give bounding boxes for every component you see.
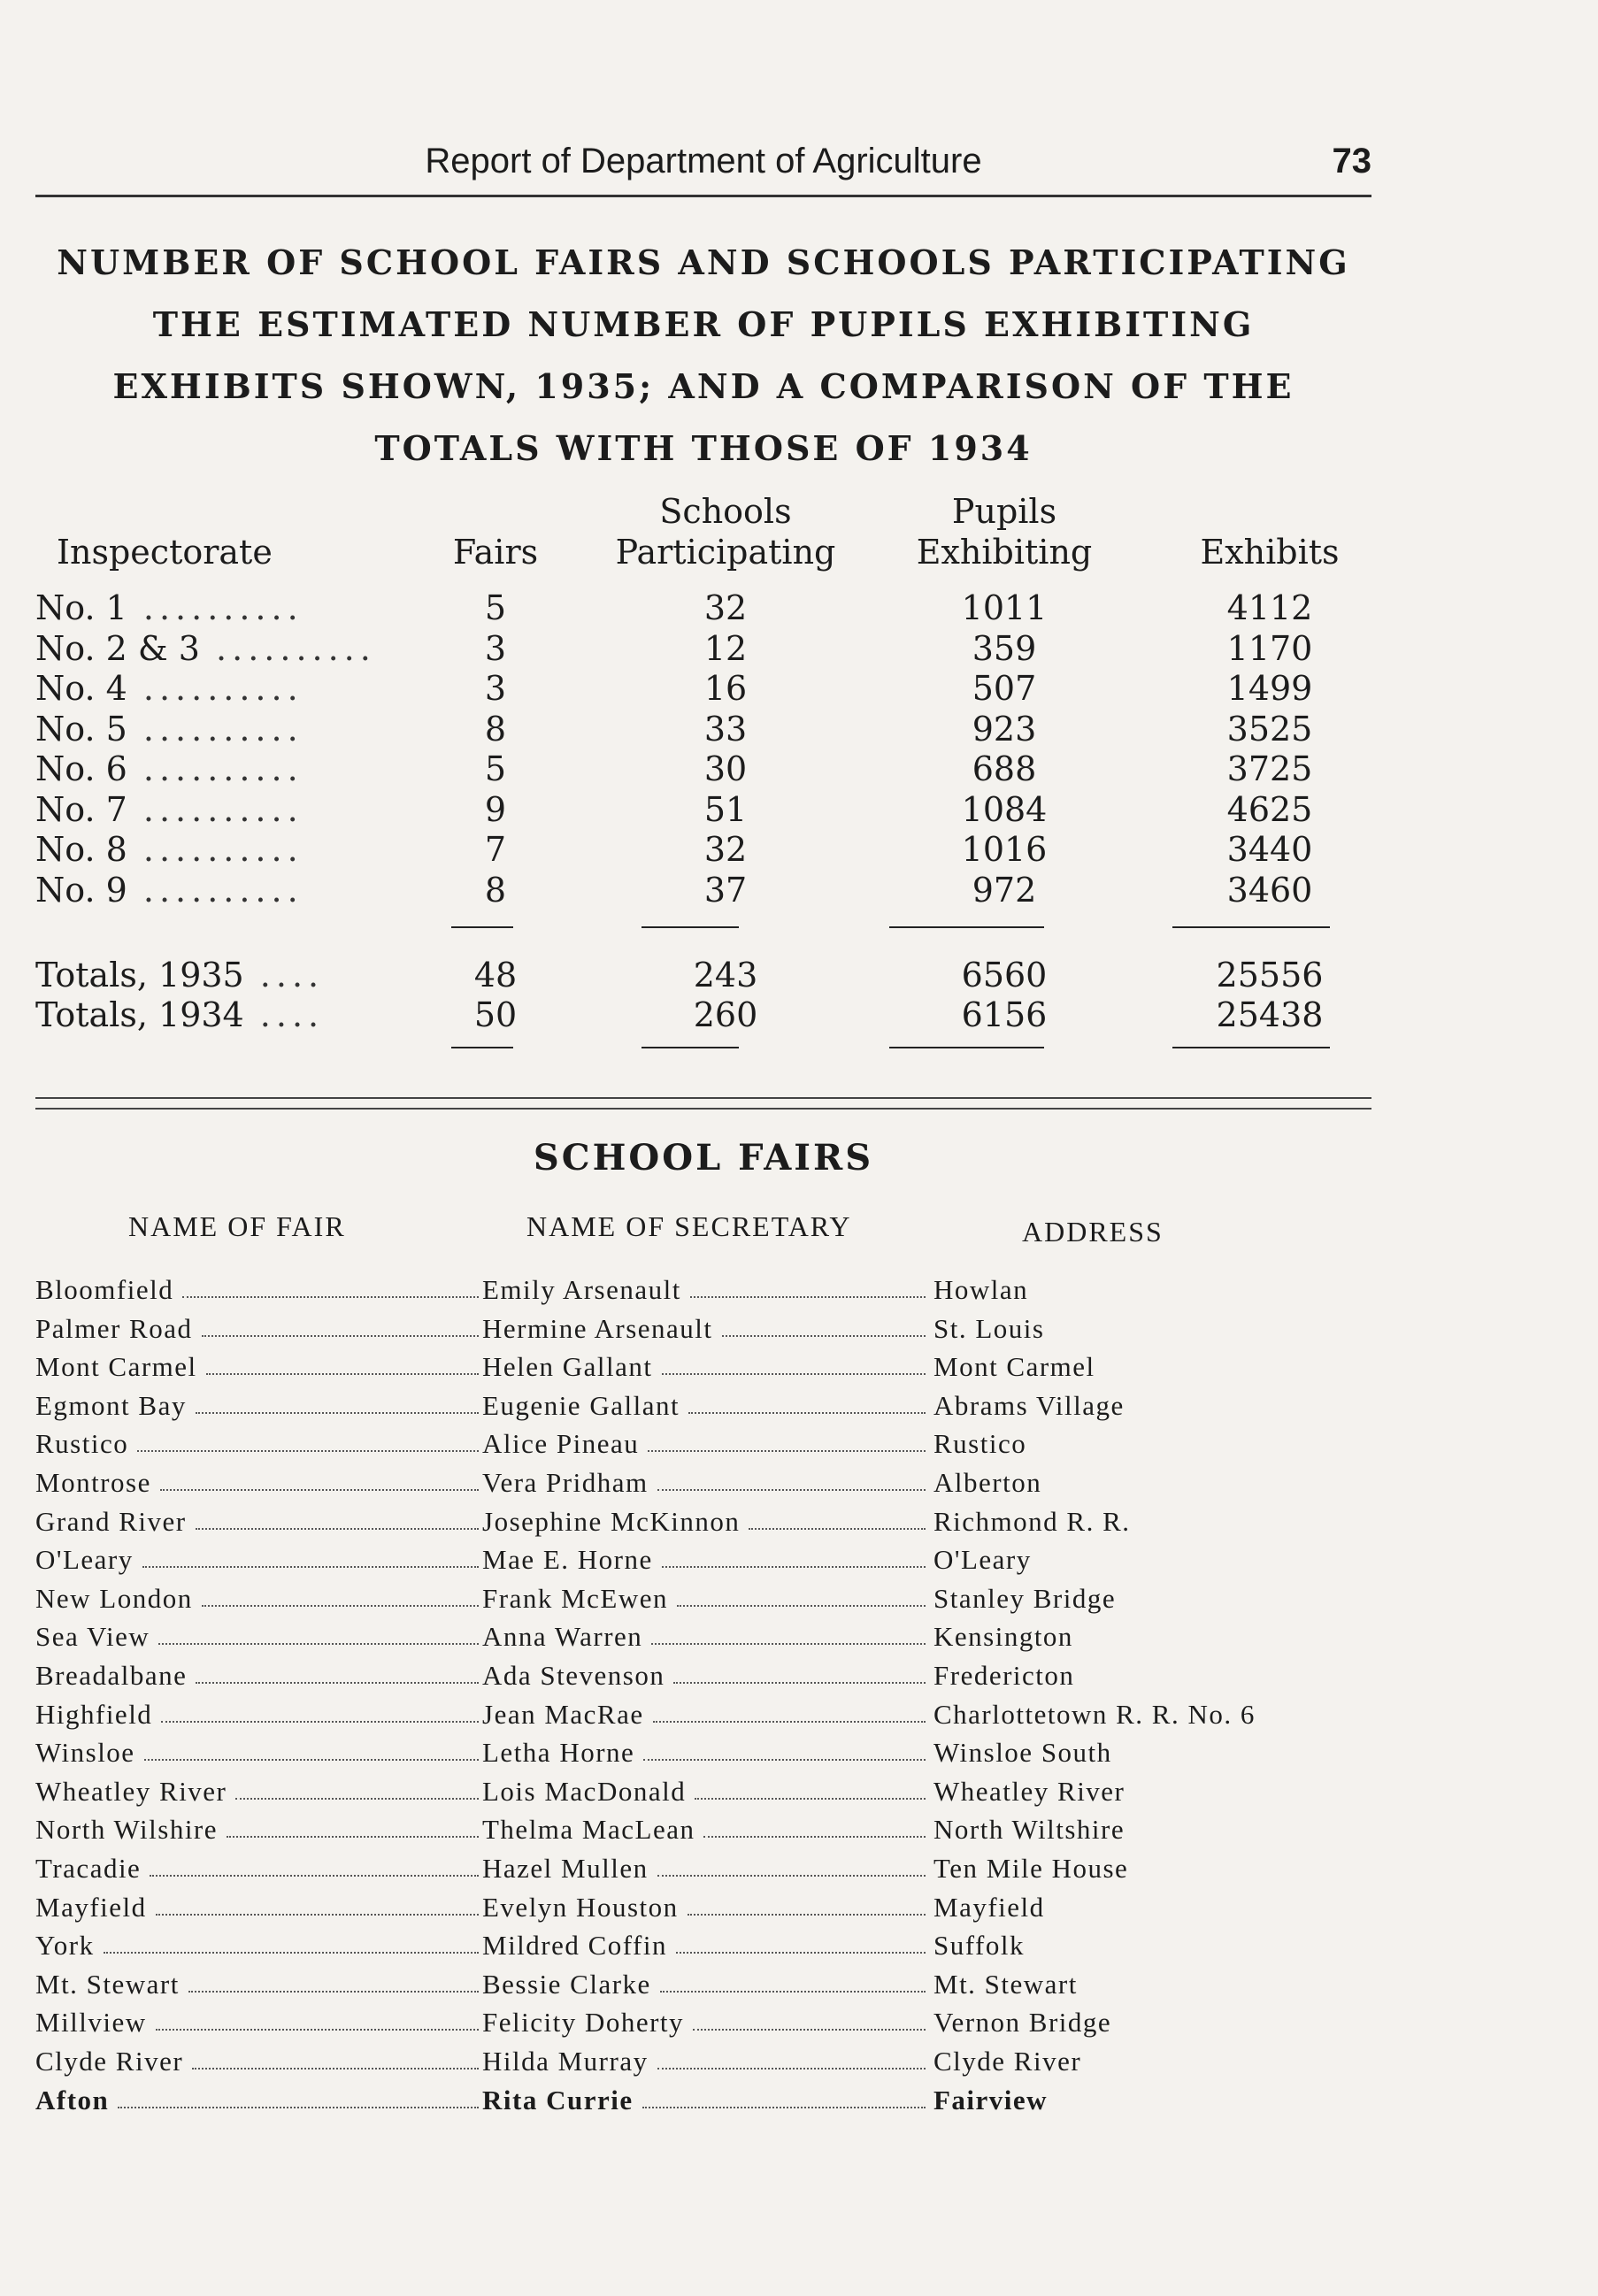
column-header-exhibits: Exhibits xyxy=(1200,533,1340,572)
secretary-name: Helen Gallant xyxy=(482,1351,929,1383)
report-title-line: EXHIBITS SHOWN, 1935; AND A COMPARISON OF THE xyxy=(112,366,1295,406)
table-row xyxy=(35,749,1371,789)
fair-name: Wheatley River xyxy=(35,1776,482,1808)
totals-row xyxy=(35,956,1371,995)
secretary-name: Anna Warren xyxy=(482,1621,929,1653)
dot-leader: .... xyxy=(243,995,325,1034)
pupils-cell: 359 xyxy=(972,628,1037,668)
exhibits-cell: 4625 xyxy=(1226,789,1313,829)
fair-name: Grand River xyxy=(35,1506,482,1538)
dot-leader xyxy=(182,1274,479,1298)
fair-address: Abrams Village xyxy=(933,1389,1125,1421)
pupils-cell: 1011 xyxy=(961,588,1048,627)
fair-address: Mayfield xyxy=(933,1891,1045,1923)
fair-address: O'Leary xyxy=(933,1544,1032,1576)
list-item xyxy=(35,2085,1363,2123)
exhibits-cell: 3460 xyxy=(1226,870,1313,910)
list-item xyxy=(35,1776,1363,1815)
list-item xyxy=(35,1506,1363,1545)
schools-cell: 37 xyxy=(703,870,748,910)
dot-leader xyxy=(160,1467,479,1491)
header-rule xyxy=(35,195,1371,197)
dot-leader xyxy=(142,1544,479,1568)
fair-name: Bloomfield xyxy=(35,1274,482,1306)
dot-leader xyxy=(188,1969,479,1993)
fairs-cell: 8 xyxy=(484,709,507,749)
dot-leader: .......... xyxy=(127,588,303,627)
dot-leader xyxy=(192,2046,479,2069)
pupils-cell: 1084 xyxy=(961,789,1048,829)
dot-leader xyxy=(648,1428,926,1452)
dot-leader xyxy=(673,1660,926,1684)
fairs-cell: 5 xyxy=(484,749,507,788)
fair-address: Fairview xyxy=(933,2084,1049,2116)
list-item xyxy=(35,1660,1363,1699)
exhibits-cell: 3525 xyxy=(1226,709,1313,749)
section-divider xyxy=(35,1097,1371,1099)
totals-row xyxy=(35,995,1371,1035)
secretary-name: Frank McEwen xyxy=(482,1583,929,1615)
total-rule xyxy=(889,1047,1044,1048)
dot-leader: .......... xyxy=(199,628,376,668)
fair-name: Breadalbane xyxy=(35,1660,482,1692)
exhibits-cell: 4112 xyxy=(1226,588,1313,627)
fairs-cell: 50 xyxy=(473,995,518,1034)
running-header xyxy=(35,133,1371,186)
dot-leader: .......... xyxy=(127,830,303,869)
schools-cell: 12 xyxy=(703,628,748,668)
dot-leader xyxy=(196,1660,479,1684)
list-item xyxy=(35,1621,1363,1660)
secretary-name: Josephine McKinnon xyxy=(482,1506,929,1538)
list-item xyxy=(35,1390,1363,1429)
dot-leader xyxy=(158,1621,479,1645)
fair-address: Kensington xyxy=(933,1621,1073,1653)
exhibits-cell: 3440 xyxy=(1226,830,1313,869)
secretary-name: Mildred Coffin xyxy=(482,1930,929,1962)
pupils-cell: 6156 xyxy=(961,995,1048,1034)
fair-name: Afton xyxy=(35,2085,482,2116)
dot-leader xyxy=(676,1930,926,1954)
secretary-name: Evelyn Houston xyxy=(482,1892,929,1924)
dot-leader xyxy=(235,1776,479,1800)
secretary-name: Mae E. Horne xyxy=(482,1544,929,1576)
fairs-cell: 9 xyxy=(484,789,507,829)
fair-address: North Wiltshire xyxy=(933,1814,1126,1846)
column-header-fairs: Fairs xyxy=(452,533,539,572)
fair-name: O'Leary xyxy=(35,1544,482,1576)
dot-leader: .......... xyxy=(127,870,303,910)
list-item xyxy=(35,1313,1363,1352)
dot-leader: .......... xyxy=(127,709,303,749)
report-title-line: NUMBER OF SCHOOL FAIRS AND SCHOOLS PARTICIPATING xyxy=(57,242,1350,282)
dot-leader xyxy=(196,1506,479,1530)
report-title-line: THE ESTIMATED NUMBER OF PUPILS EXHIBITING xyxy=(152,304,1255,344)
fair-address: Winsloe South xyxy=(933,1737,1112,1769)
dot-leader xyxy=(653,1699,926,1723)
fair-address: Mont Carmel xyxy=(933,1351,1095,1383)
fair-name: Millview xyxy=(35,2007,482,2039)
column-header-pupils: Pupils Exhibiting xyxy=(916,492,1093,572)
schools-cell: 32 xyxy=(703,588,748,627)
inspectorate-cell: No. 2 & 3 .......... xyxy=(35,628,376,668)
secretary-name: Eugenie Gallant xyxy=(482,1390,929,1422)
dot-leader xyxy=(651,1621,926,1645)
schools-cell: 16 xyxy=(703,669,748,708)
fair-address: Richmond R. R. xyxy=(933,1505,1131,1537)
dot-leader xyxy=(688,1390,926,1414)
list-item xyxy=(35,1892,1363,1931)
fairs-cell: 48 xyxy=(473,956,518,994)
dot-leader xyxy=(695,1776,926,1800)
table-row xyxy=(35,871,1371,910)
secretary-name: Ada Stevenson xyxy=(482,1660,929,1692)
fair-address: Rustico xyxy=(933,1428,1027,1460)
fair-name: York xyxy=(35,1930,482,1962)
inspectorate-cell: No. 6 .......... xyxy=(35,749,303,788)
dot-leader xyxy=(202,1313,480,1337)
exhibits-cell: 25438 xyxy=(1216,995,1324,1034)
fairs-cell: 7 xyxy=(484,830,507,869)
dot-leader xyxy=(202,1583,479,1607)
column-header-fair-name: NAME OF FAIR xyxy=(128,1210,346,1242)
pupils-cell: 923 xyxy=(972,709,1037,749)
fair-name: Montrose xyxy=(35,1467,482,1499)
fair-address: Clyde River xyxy=(933,2046,1082,2077)
fair-address: Howlan xyxy=(933,1274,1029,1305)
secretary-name: Thelma MacLean xyxy=(482,1814,929,1846)
dot-leader xyxy=(227,1814,479,1838)
secretary-name: Alice Pineau xyxy=(482,1428,929,1460)
dot-leader: .......... xyxy=(127,669,303,708)
secretary-name: Lois MacDonald xyxy=(482,1776,929,1808)
dot-leader xyxy=(660,1969,926,1993)
dot-leader xyxy=(104,1930,479,1954)
dot-leader xyxy=(657,2046,926,2069)
dot-leader xyxy=(703,1814,926,1838)
table-row xyxy=(35,629,1371,669)
running-title: Report of Department of Agriculture xyxy=(425,142,982,180)
inspectorate-cell: No. 7 .......... xyxy=(35,789,303,829)
column-header-address: ADDRESS xyxy=(1022,1216,1164,1248)
fair-name: Mt. Stewart xyxy=(35,1969,482,2000)
list-item xyxy=(35,1544,1363,1583)
total-rule xyxy=(1172,1047,1330,1048)
fair-address: Stanley Bridge xyxy=(933,1582,1117,1614)
list-item xyxy=(35,2046,1363,2085)
list-item xyxy=(35,1583,1363,1622)
page-number: 73 xyxy=(1332,142,1371,180)
inspectorate-cell: No. 9 .......... xyxy=(35,870,303,910)
dot-leader xyxy=(688,1892,926,1916)
fair-name: Egmont Bay xyxy=(35,1390,482,1422)
total-rule xyxy=(451,1047,513,1048)
pupils-cell: 972 xyxy=(972,870,1037,910)
list-item xyxy=(35,1274,1363,1313)
inspectorate-cell: Totals, 1935 .... xyxy=(35,956,325,994)
dot-leader: .... xyxy=(243,956,325,994)
total-rule xyxy=(1172,926,1330,928)
secretary-name: Vera Pridham xyxy=(482,1467,929,1499)
exhibits-cell: 1499 xyxy=(1226,669,1313,708)
pupils-cell: 507 xyxy=(972,669,1037,708)
pupils-cell: 6560 xyxy=(961,956,1048,994)
dot-leader xyxy=(677,1583,926,1607)
secretary-name: Hilda Murray xyxy=(482,2046,929,2077)
total-rule xyxy=(642,926,739,928)
schools-cell: 33 xyxy=(703,709,748,749)
fair-name: Rustico xyxy=(35,1428,482,1460)
fair-address: Mt. Stewart xyxy=(933,1968,1078,2000)
report-title xyxy=(35,232,1371,480)
list-item xyxy=(35,1467,1363,1506)
table-row xyxy=(35,669,1371,709)
schools-cell: 51 xyxy=(703,789,748,829)
dot-leader xyxy=(749,1506,926,1530)
dot-leader: .......... xyxy=(127,749,303,788)
report-title-line: TOTALS WITH THOSE OF 1934 xyxy=(374,428,1033,468)
secretary-name: Felicity Doherty xyxy=(482,2007,929,2039)
total-rule xyxy=(642,1047,739,1048)
dot-leader xyxy=(137,1428,479,1452)
dot-leader xyxy=(657,1853,926,1877)
table-row xyxy=(35,830,1371,870)
table-row xyxy=(35,588,1371,628)
fair-address: St. Louis xyxy=(933,1312,1045,1344)
inspectorate-cell: No. 1 .......... xyxy=(35,588,303,627)
fair-name: Sea View xyxy=(35,1621,482,1653)
list-item xyxy=(35,1814,1363,1853)
secretary-name: Letha Horne xyxy=(482,1737,929,1769)
dot-leader xyxy=(690,1274,926,1298)
dot-leader xyxy=(662,1544,926,1568)
fair-name: Mont Carmel xyxy=(35,1351,482,1383)
fairs-cell: 3 xyxy=(484,669,507,708)
dot-leader xyxy=(693,2007,926,2031)
dot-leader xyxy=(118,2085,479,2108)
list-item xyxy=(35,1351,1363,1390)
schools-cell: 260 xyxy=(693,995,758,1034)
inspectorate-cell: No. 8 .......... xyxy=(35,830,303,869)
dot-leader xyxy=(642,2085,926,2108)
school-fairs-title: SCHOOL FAIRS xyxy=(533,1137,874,1179)
fair-name: Winsloe xyxy=(35,1737,482,1769)
fair-address: Vernon Bridge xyxy=(933,2007,1112,2039)
secretary-name: Emily Arsenault xyxy=(482,1274,929,1306)
fair-address: Ten Mile House xyxy=(933,1853,1129,1884)
pupils-cell: 1016 xyxy=(961,830,1048,869)
pupils-cell: 688 xyxy=(972,749,1037,788)
column-header-schools: Schools Participating xyxy=(615,492,836,572)
dot-leader xyxy=(144,1737,479,1761)
exhibits-cell: 3725 xyxy=(1226,749,1313,788)
exhibits-cell: 1170 xyxy=(1226,628,1313,668)
fair-name: New London xyxy=(35,1583,482,1615)
fairs-cell: 5 xyxy=(484,588,507,627)
list-item xyxy=(35,1428,1363,1467)
table-row xyxy=(35,790,1371,830)
fair-name: North Wilshire xyxy=(35,1814,482,1846)
list-item xyxy=(35,2007,1363,2046)
schools-cell: 30 xyxy=(703,749,748,788)
column-header-secretary: NAME OF SECRETARY xyxy=(526,1210,852,1242)
dot-leader xyxy=(662,1351,926,1375)
schools-cell: 32 xyxy=(703,830,748,869)
section-divider xyxy=(35,1108,1371,1110)
secretary-name: Rita Currie xyxy=(482,2085,929,2116)
list-item xyxy=(35,1853,1363,1892)
fairs-cell: 8 xyxy=(484,870,507,910)
inspectorate-cell: Totals, 1934 .... xyxy=(35,995,325,1034)
fair-address: Wheatley River xyxy=(933,1775,1126,1807)
inspectorate-cell: No. 4 .......... xyxy=(35,669,303,708)
dot-leader xyxy=(657,1467,926,1491)
fair-name: Highfield xyxy=(35,1699,482,1731)
list-item xyxy=(35,1699,1363,1738)
dot-leader xyxy=(722,1313,926,1337)
fair-name: Clyde River xyxy=(35,2046,482,2077)
dot-leader xyxy=(206,1351,479,1375)
secretary-name: Jean MacRae xyxy=(482,1699,929,1731)
fair-address: Suffolk xyxy=(933,1930,1025,1962)
dot-leader: .......... xyxy=(127,789,303,829)
secretary-name: Bessie Clarke xyxy=(482,1969,929,2000)
total-rule xyxy=(451,926,513,928)
dot-leader xyxy=(643,1737,926,1761)
fair-address: Fredericton xyxy=(933,1660,1075,1691)
secretary-name: Hermine Arsenault xyxy=(482,1313,929,1345)
fair-name: Palmer Road xyxy=(35,1313,482,1345)
secretary-name: Hazel Mullen xyxy=(482,1853,929,1885)
fair-address: Alberton xyxy=(933,1467,1042,1498)
inspectorate-cell: No. 5 .......... xyxy=(35,709,303,749)
fairs-cell: 3 xyxy=(484,628,507,668)
dot-leader xyxy=(156,1892,479,1916)
fair-name: Tracadie xyxy=(35,1853,482,1885)
dot-leader xyxy=(161,1699,479,1723)
dot-leader xyxy=(196,1390,479,1414)
table-row xyxy=(35,710,1371,749)
column-header-inspectorate: Inspectorate xyxy=(57,533,273,572)
dot-leader xyxy=(150,1853,479,1877)
exhibits-cell: 25556 xyxy=(1216,956,1324,994)
list-item xyxy=(35,1969,1363,2008)
dot-leader xyxy=(156,2007,479,2031)
fair-name: Mayfield xyxy=(35,1892,482,1924)
list-item xyxy=(35,1737,1363,1776)
list-item xyxy=(35,1930,1363,1969)
schools-cell: 243 xyxy=(693,956,758,994)
fair-address: Charlottetown R. R. No. 6 xyxy=(933,1698,1256,1730)
total-rule xyxy=(889,926,1044,928)
